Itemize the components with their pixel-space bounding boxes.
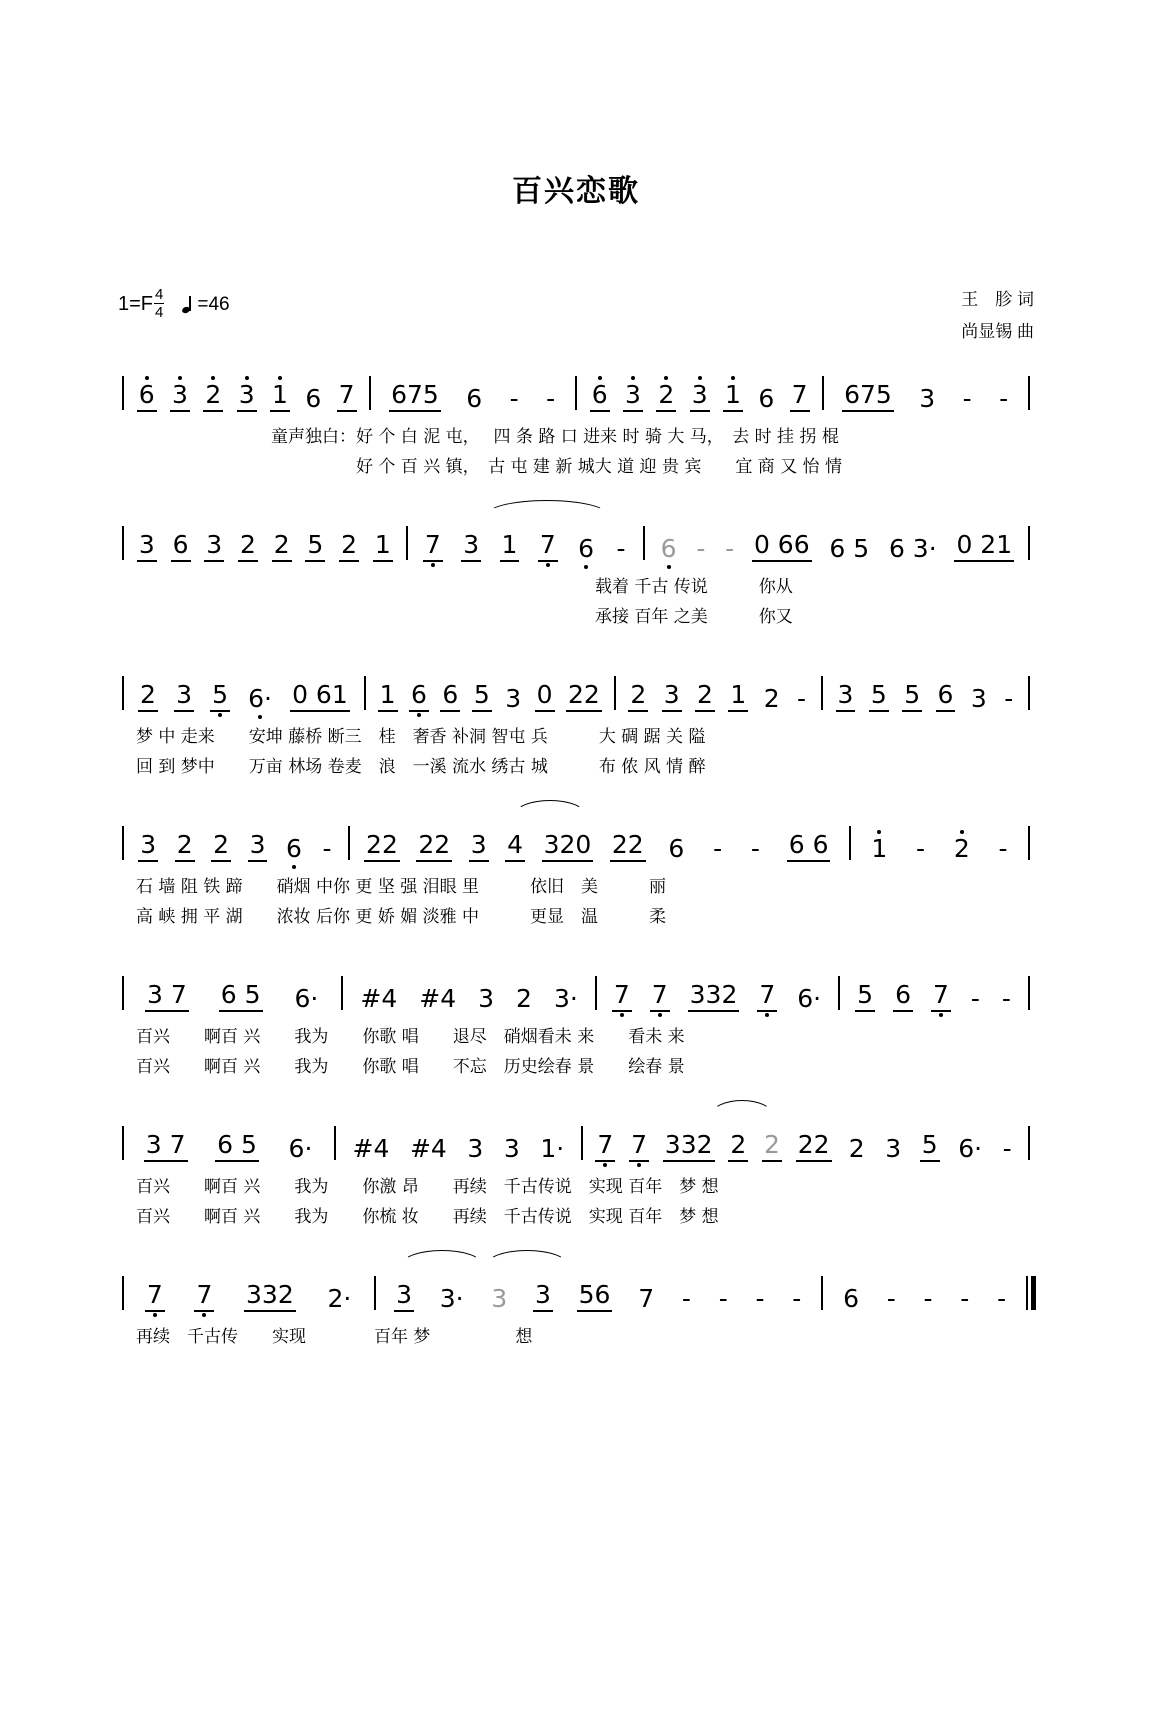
note: 4 bbox=[505, 831, 525, 863]
system-7 bbox=[116, 1268, 1036, 1372]
note: 6 bbox=[936, 681, 956, 713]
staff-row bbox=[116, 968, 1036, 1012]
note: 3 bbox=[478, 983, 495, 1013]
note: 7 bbox=[337, 381, 357, 413]
note: 0 bbox=[535, 681, 555, 713]
note: 6 bbox=[758, 383, 775, 413]
measure bbox=[130, 1281, 368, 1313]
note: - bbox=[999, 383, 1009, 413]
note: 5 bbox=[920, 1131, 940, 1163]
note: 7 bbox=[423, 531, 443, 563]
note: 3· bbox=[553, 983, 578, 1013]
note: 1· bbox=[540, 1133, 565, 1163]
note: 6 6 bbox=[787, 831, 831, 863]
measure bbox=[372, 681, 608, 713]
barline bbox=[122, 676, 124, 710]
note: 3 bbox=[662, 681, 682, 713]
note: 6 bbox=[843, 1283, 859, 1313]
measure bbox=[130, 1131, 328, 1163]
note: 2 bbox=[211, 831, 231, 863]
lyric-line: 好 个 百 兴 镇， 古 屯 建 新 城大 道 迎 贵 宾 宜 商 又 怡 情 bbox=[271, 457, 842, 477]
lyric-line: 童声独白：好 个 白 泥 屯， 四 条 路 口 进来 时 骑 大 马， 去 时 挂 拐 棍 bbox=[271, 427, 839, 447]
barline bbox=[581, 1126, 583, 1160]
note: 7 bbox=[757, 981, 777, 1013]
note: 5 bbox=[855, 981, 875, 1013]
note: 7 bbox=[931, 981, 951, 1013]
note: 332 bbox=[244, 1281, 296, 1313]
measure bbox=[356, 831, 654, 863]
note: 6 bbox=[137, 381, 157, 413]
barline bbox=[821, 1276, 823, 1310]
note: 2 bbox=[695, 681, 715, 713]
note: 6 bbox=[668, 833, 685, 863]
note: 22 bbox=[796, 1131, 832, 1163]
score-page bbox=[0, 166, 1152, 1715]
note: 3 bbox=[505, 683, 522, 713]
staff-row bbox=[116, 1268, 1036, 1312]
lyric-line: 石 墙 阻 铁 蹄 硝烟 中你 更 坚 强 泪眼 里 依旧 美 丽 bbox=[136, 877, 667, 897]
lyric-line: 百兴 啊百 兴 我为 你梳 妆 再续 千古传说 实现 百年 梦 想 bbox=[136, 1207, 719, 1227]
note: 2 bbox=[953, 833, 970, 863]
note: 6 bbox=[660, 533, 677, 563]
note: 6 bbox=[171, 531, 191, 563]
slur bbox=[514, 800, 586, 815]
measure bbox=[583, 381, 816, 413]
composer-credit: 尚显锡 曲 bbox=[961, 322, 1034, 342]
measure bbox=[829, 681, 1022, 713]
measure bbox=[654, 831, 843, 863]
note: 3 bbox=[690, 381, 710, 413]
note: - bbox=[750, 833, 760, 863]
note: 7 bbox=[145, 1281, 165, 1313]
note: - bbox=[1001, 983, 1011, 1013]
barline bbox=[348, 826, 350, 860]
note: 3 7 bbox=[145, 981, 189, 1013]
note: - bbox=[970, 983, 980, 1013]
barline bbox=[575, 376, 577, 410]
note: 3 bbox=[836, 681, 856, 713]
slur bbox=[486, 500, 608, 515]
note: 2 bbox=[203, 381, 223, 413]
note: 6 bbox=[590, 381, 610, 413]
barline bbox=[838, 976, 840, 1010]
note: 7 bbox=[538, 531, 558, 563]
note: 6 5 bbox=[215, 1131, 259, 1163]
barline bbox=[369, 376, 371, 410]
note: 6 bbox=[440, 681, 460, 713]
measure bbox=[857, 835, 1022, 863]
system-3 bbox=[116, 668, 1036, 790]
note: - bbox=[755, 1283, 765, 1313]
note: 5 bbox=[869, 681, 889, 713]
note: - bbox=[916, 833, 926, 863]
note: 3 bbox=[237, 381, 257, 413]
note: - bbox=[713, 833, 723, 863]
note: 0 21 bbox=[954, 531, 1014, 563]
note: 3 bbox=[533, 1281, 553, 1313]
lyric-line: 承接 百年 之美 你又 bbox=[136, 607, 793, 627]
key-tempo-block bbox=[118, 288, 230, 321]
measure bbox=[589, 1131, 839, 1163]
note: 1 bbox=[373, 531, 393, 563]
measure bbox=[624, 1285, 815, 1313]
note: 3 bbox=[469, 831, 489, 863]
note: 22 bbox=[610, 831, 646, 863]
note: 1 bbox=[500, 531, 520, 563]
note: 6· bbox=[288, 1133, 313, 1163]
lyric-line: 百兴 啊百 兴 我为 你歌 唱 退尽 硝烟看未 来 看未 来 bbox=[136, 1027, 685, 1047]
note: 3 7 bbox=[144, 1131, 188, 1163]
note: - bbox=[886, 1283, 896, 1313]
note: 332 bbox=[688, 981, 740, 1013]
measure bbox=[603, 981, 832, 1013]
note: 3 bbox=[623, 381, 643, 413]
note: 0 61 bbox=[290, 681, 350, 713]
note: 2 bbox=[628, 681, 648, 713]
note: 22 bbox=[416, 831, 452, 863]
note: 22 bbox=[566, 681, 602, 713]
time-signature-numerator: 4 bbox=[155, 286, 164, 303]
measure bbox=[830, 381, 1022, 413]
note: 7 bbox=[595, 1131, 615, 1163]
lyric-line: 百兴 啊百 兴 我为 你歌 唱 不忘 历史绘春 景 绘春 景 bbox=[136, 1057, 685, 1077]
note: 3 bbox=[204, 531, 224, 563]
note: - bbox=[923, 1283, 933, 1313]
note: 0 66 bbox=[752, 531, 812, 563]
barline bbox=[122, 376, 124, 410]
note: 2 bbox=[175, 831, 195, 863]
lyric-line: 百兴 啊百 兴 我为 你激 昂 再续 千古传说 实现 百年 梦 想 bbox=[136, 1177, 719, 1197]
note: 3 bbox=[170, 381, 190, 413]
note: - bbox=[546, 383, 556, 413]
barline bbox=[849, 826, 851, 860]
note: 7 bbox=[650, 981, 670, 1013]
barline bbox=[1028, 376, 1030, 410]
note: 3 bbox=[970, 683, 987, 713]
staff-row bbox=[116, 818, 1036, 862]
note: 56 bbox=[577, 1281, 613, 1313]
measure bbox=[130, 531, 400, 563]
note: - bbox=[998, 833, 1008, 863]
measure bbox=[829, 1285, 1020, 1313]
note: 6· bbox=[797, 983, 822, 1013]
lyricist-credit: 王 胗 词 bbox=[961, 290, 1034, 309]
note: - bbox=[792, 1283, 802, 1313]
measure bbox=[382, 1281, 624, 1313]
final-barline bbox=[1026, 1276, 1036, 1312]
note: 2 bbox=[272, 531, 292, 563]
system-5 bbox=[116, 968, 1036, 1090]
quarter-note-icon bbox=[182, 295, 195, 315]
barline bbox=[364, 676, 366, 710]
note: 7 bbox=[629, 1131, 649, 1163]
lyric-line: 再续 千古传 实现 百年 梦 想 bbox=[136, 1327, 533, 1347]
note: 1 bbox=[378, 681, 398, 713]
note: 7 bbox=[638, 1283, 655, 1313]
credits bbox=[961, 284, 1034, 349]
note: 2· bbox=[327, 1283, 352, 1313]
note: 6 bbox=[409, 681, 429, 713]
music-systems bbox=[0, 368, 1152, 1372]
note: 6 5 bbox=[829, 533, 870, 563]
system-1 bbox=[116, 368, 1036, 490]
note: 2 bbox=[728, 1131, 748, 1163]
note: 2 bbox=[762, 1131, 782, 1163]
staff-row bbox=[116, 668, 1036, 712]
lyric-line: 高 峡 拥 平 湖 浓妆 后你 更 娇 媚 淡雅 中 更显 温 柔 bbox=[136, 907, 667, 927]
note: 2 bbox=[238, 531, 258, 563]
note: 2 bbox=[656, 381, 676, 413]
barline bbox=[1028, 826, 1030, 860]
measure bbox=[377, 381, 569, 413]
lyric-line: 梦 中 走来 安坤 藤桥 断三 桂 奢香 补洞 智屯 兵 大 碉 踞 关 隘 bbox=[136, 727, 706, 747]
note: 1 bbox=[270, 381, 290, 413]
note: #4 bbox=[409, 1133, 447, 1163]
barline bbox=[334, 1126, 336, 1160]
note: 3· bbox=[439, 1283, 464, 1313]
note: 3 bbox=[467, 1133, 484, 1163]
barline bbox=[406, 526, 408, 560]
note: - bbox=[962, 383, 972, 413]
note: - bbox=[509, 383, 519, 413]
note: 7 bbox=[790, 381, 810, 413]
note: - bbox=[616, 533, 626, 563]
note: 6 3· bbox=[888, 533, 937, 563]
note: 2 bbox=[516, 983, 532, 1013]
note: 1 bbox=[728, 681, 748, 713]
note: 3 bbox=[394, 1281, 414, 1313]
note: 6 bbox=[466, 383, 483, 413]
staff-row bbox=[116, 1118, 1036, 1162]
note: 1 bbox=[723, 381, 743, 413]
measure bbox=[839, 1131, 1022, 1163]
slur bbox=[711, 1100, 773, 1115]
note: 7 bbox=[194, 1281, 214, 1313]
barline bbox=[341, 976, 343, 1010]
barline bbox=[1028, 1126, 1030, 1160]
note: 6 bbox=[893, 981, 913, 1013]
note: 6 bbox=[578, 533, 595, 563]
measure bbox=[130, 981, 335, 1013]
note: 2 bbox=[848, 1133, 865, 1163]
time-signature-denominator: 4 bbox=[155, 304, 164, 321]
staff-row bbox=[116, 368, 1036, 412]
note: - bbox=[725, 533, 735, 563]
system-2 bbox=[116, 518, 1036, 640]
measure bbox=[130, 831, 342, 863]
note: - bbox=[322, 833, 332, 863]
tempo-value: =46 bbox=[197, 293, 230, 315]
lyric-line: 回 到 梦中 万亩 林场 卷麦 浪 一溪 流水 绣古 城 布 侬 风 情 醉 bbox=[136, 757, 706, 777]
barline bbox=[122, 826, 124, 860]
note: 675 bbox=[389, 381, 441, 413]
note: - bbox=[1002, 1133, 1012, 1163]
system-6 bbox=[116, 1118, 1036, 1240]
note: #4 bbox=[360, 983, 398, 1013]
measure bbox=[130, 681, 358, 713]
note: - bbox=[797, 683, 807, 713]
barline bbox=[595, 976, 597, 1010]
note: - bbox=[718, 1283, 728, 1313]
note: 5 bbox=[305, 531, 325, 563]
barline bbox=[614, 676, 616, 710]
note: 332 bbox=[663, 1131, 715, 1163]
note: 7 bbox=[612, 981, 632, 1013]
note: #4 bbox=[419, 983, 457, 1013]
note: 5 bbox=[472, 681, 492, 713]
barline bbox=[374, 1276, 376, 1310]
note: 3 bbox=[174, 681, 194, 713]
note: 6 5 bbox=[219, 981, 263, 1013]
note: 3 bbox=[491, 1283, 508, 1313]
note: 22 bbox=[364, 831, 400, 863]
barline bbox=[122, 526, 124, 560]
barline bbox=[822, 376, 824, 410]
note: 5 bbox=[902, 681, 922, 713]
note: 5 bbox=[210, 681, 230, 713]
measure bbox=[622, 681, 815, 713]
barline bbox=[1028, 976, 1030, 1010]
note: 3 bbox=[138, 831, 158, 863]
barline bbox=[122, 1276, 124, 1310]
measure bbox=[846, 981, 1022, 1013]
note: 6· bbox=[248, 683, 272, 713]
note: 2 bbox=[763, 683, 780, 713]
score-metadata bbox=[0, 288, 1152, 358]
note: 320 bbox=[542, 831, 594, 863]
slur bbox=[486, 1250, 568, 1265]
measure bbox=[130, 381, 363, 413]
note: 2 bbox=[339, 531, 359, 563]
note: - bbox=[960, 1283, 970, 1313]
note: 2 bbox=[138, 681, 158, 713]
note: - bbox=[681, 1283, 691, 1313]
barline bbox=[1028, 676, 1030, 710]
note: 3 bbox=[461, 531, 481, 563]
measure bbox=[414, 531, 637, 563]
lyric-line: 载着 千古 传说 你从 bbox=[136, 577, 793, 597]
system-4 bbox=[116, 818, 1036, 940]
measure bbox=[651, 531, 1022, 563]
barline bbox=[643, 526, 645, 560]
note: 675 bbox=[842, 381, 894, 413]
slur bbox=[401, 1250, 483, 1265]
note: 3 bbox=[248, 831, 268, 863]
time-signature bbox=[154, 287, 164, 320]
note: 6· bbox=[294, 983, 319, 1013]
note: 1 bbox=[871, 833, 888, 863]
note: 6 bbox=[286, 833, 302, 863]
note: 3 bbox=[137, 531, 157, 563]
key-signature: 1=F bbox=[118, 293, 154, 315]
note: 3 bbox=[503, 1133, 520, 1163]
note: 3 bbox=[919, 383, 936, 413]
measure bbox=[349, 985, 588, 1013]
note: 6· bbox=[958, 1133, 983, 1163]
measure bbox=[342, 1135, 574, 1163]
note: - bbox=[696, 533, 706, 563]
note: - bbox=[1004, 683, 1014, 713]
barline bbox=[122, 1126, 124, 1160]
tempo-marking bbox=[182, 294, 229, 316]
note: #4 bbox=[352, 1133, 390, 1163]
barline bbox=[1028, 526, 1030, 560]
staff-row bbox=[116, 518, 1036, 562]
note: - bbox=[997, 1283, 1007, 1313]
barline bbox=[122, 976, 124, 1010]
note: 6 bbox=[305, 383, 322, 413]
barline bbox=[821, 676, 823, 710]
note: 3 bbox=[885, 1133, 902, 1163]
page-title: 百兴恋歌 bbox=[512, 174, 640, 209]
